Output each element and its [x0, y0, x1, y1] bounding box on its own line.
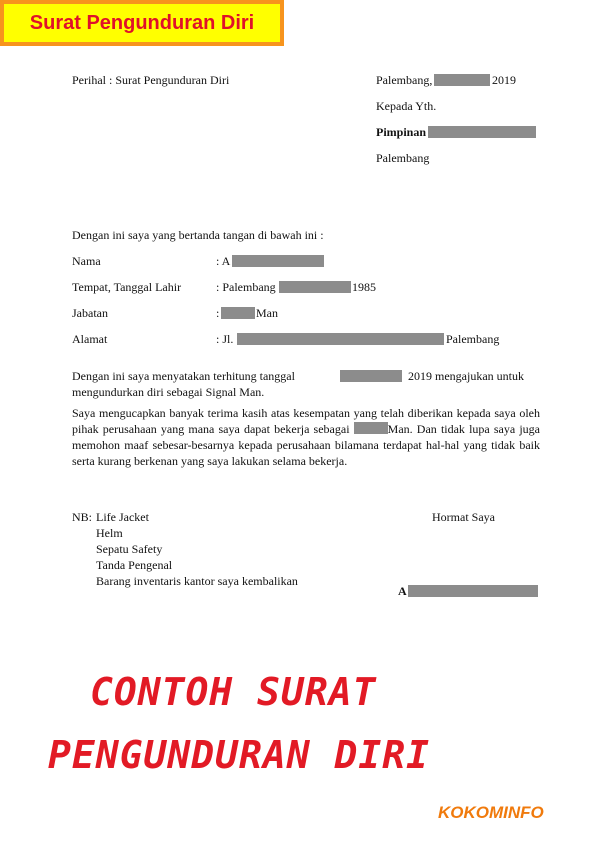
signature-initial: A [398, 584, 407, 598]
para2 [72, 405, 540, 469]
field-ttl-year: 1985 [352, 280, 376, 294]
nb-item: Helm [96, 526, 123, 540]
nb-item: Tanda Pengenal [96, 558, 173, 572]
field-ttl-value: : Palembang [216, 280, 276, 294]
nb-item: Sepatu Safety [96, 542, 163, 556]
redaction-position [221, 307, 255, 319]
redaction-dob [279, 281, 351, 293]
overlay-title-line2: PENGUNDURAN DIRI [48, 733, 431, 777]
field-alamat-city: Palembang [446, 332, 500, 346]
para2-start: Saya mengucapkan banyak terima kasih atas kesempatan yang telah diberikan kepada saya oleh pihak perusahaan yang mana saya dapat bekerja sebagai [72, 406, 540, 436]
nb-item: Barang inventaris kantor saya kembalikan [96, 574, 298, 588]
redaction-position-inline [354, 422, 388, 434]
recipient-pimpinan: Pimpinan [376, 125, 427, 139]
redaction-signature-name [408, 585, 538, 597]
place-date-prefix: Palembang, [376, 73, 433, 87]
nb-item: Life Jacket [96, 510, 149, 524]
field-jabatan-value: : [216, 306, 220, 320]
intro-text: Dengan ini saya yang bertanda tangan di bawah ini : [72, 228, 324, 242]
place-date-year: 2019 [492, 73, 516, 87]
redaction-date [434, 74, 490, 86]
brand-watermark: KOKOMINFO [438, 803, 544, 822]
title-banner [0, 0, 284, 46]
para1-end: 2019 mengajukan untuk [408, 369, 524, 383]
para1-start: Dengan ini saya menyatakan terhitung tanggal [72, 369, 295, 383]
redaction-name [232, 255, 324, 267]
redaction-company [428, 126, 536, 138]
field-ttl-label: Tempat, Tanggal Lahir [72, 280, 182, 294]
recipient-city: Palembang [376, 151, 430, 165]
banner-title: Surat Pengunduran Diri [4, 4, 280, 42]
overlay-title-line1: CONTOH SURAT [90, 670, 377, 714]
field-jabatan-label: Jabatan [72, 306, 108, 320]
field-nama-value: : A [216, 254, 231, 268]
para2-end: Man. Dan tidak lupa saya juga memohon maaf sebesar-besarnya kepada perusahaan bilamana terdapat hal-hal yang tidak baik serta kurang berkenan yang saya lakukan selama bekerja. [72, 422, 540, 468]
field-jabatan-suffix: Man [256, 306, 278, 320]
para1-line2: mengundurkan diri sebagai Signal Man. [72, 385, 265, 399]
nb-label: NB: [72, 510, 93, 524]
redaction-address [237, 333, 444, 345]
field-alamat-label: Alamat [72, 332, 108, 346]
closing-hormat: Hormat Saya [432, 510, 495, 524]
subject-line: Perihal : Surat Pengunduran Diri [72, 73, 230, 87]
field-alamat-value: : Jl. [216, 332, 234, 346]
recipient-kepada: Kepada Yth. [376, 99, 437, 113]
redaction-resign-date [340, 370, 402, 382]
field-nama-label: Nama [72, 254, 101, 268]
